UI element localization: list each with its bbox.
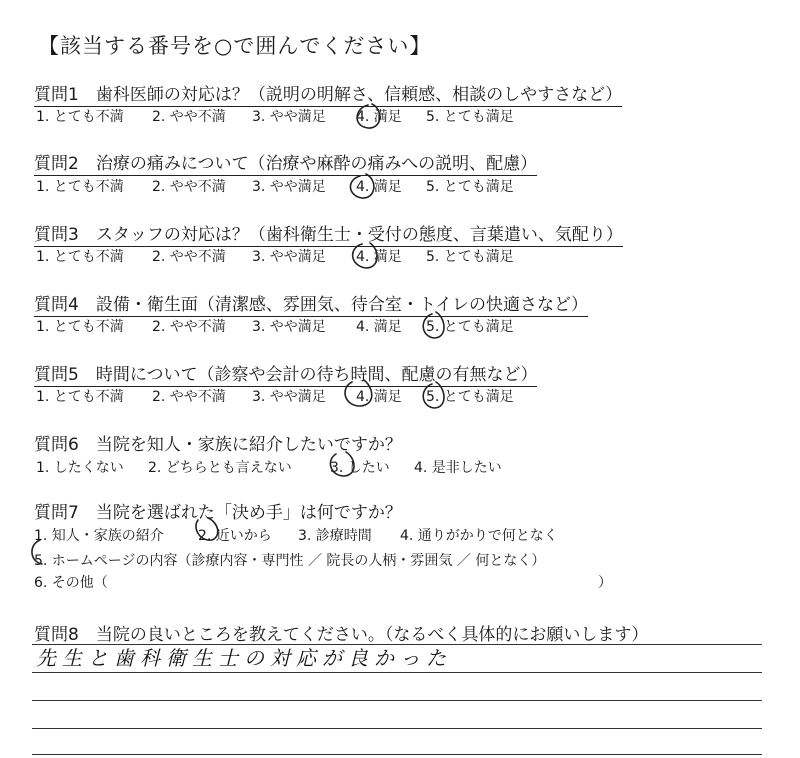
question-8-title: 質問8 当院の良いところを教えてください。（なるべく具体的にお願いします） xyxy=(34,625,649,645)
q7-option-2: 2. 近いから xyxy=(198,528,272,544)
q1-option-1: 1. とても不満 xyxy=(36,109,124,125)
q5-option-5: 5. とても満足 xyxy=(426,389,514,405)
q6-option-1: 1. したくない xyxy=(36,460,124,476)
question-2-title: 質問2 治療の痛みについて（治療や麻酔の痛みへの説明、配慮） xyxy=(34,149,537,176)
survey-title: 【該当する番号を○で囲んでください】 xyxy=(38,34,432,58)
q3-option-5: 5. とても満足 xyxy=(426,249,514,265)
question-1-title: 質問1 歯科医師の対応は？（説明の明解さ、信頼感、相談のしやすさなど） xyxy=(34,80,622,107)
handwritten-answer: 先生と歯科衛生士の対応が良かった xyxy=(36,646,452,670)
q4-option-4: 4. 満足 xyxy=(356,319,402,335)
q7-option-5: 5. ホームページの内容（診療内容・専門性 ／ 院長の人柄・雰囲気 ／ 何となく） xyxy=(34,553,546,569)
q6-option-3: 3. したい xyxy=(330,460,390,476)
q4-option-2: 2. やや不満 xyxy=(152,319,226,335)
q5-option-1: 1. とても不満 xyxy=(36,389,124,405)
q5-option-4: 4. 満足 xyxy=(356,389,402,405)
q4-option-5: 5. とても満足 xyxy=(426,319,514,335)
q7-option-6: 6. その他（ xyxy=(34,575,108,591)
q3-option-3: 3. やや満足 xyxy=(252,249,326,265)
question-6-title: 質問6 当院を知人・家族に紹介したいですか？ xyxy=(34,435,402,455)
q6-option-2: 2. どちらとも言えない xyxy=(148,460,292,476)
answer-line-2 xyxy=(32,672,762,673)
answer-line-3 xyxy=(32,700,762,701)
q7-option-4: 4. 通りがかりで何となく xyxy=(400,528,558,544)
q7-option-1: 1. 知人・家族の紹介 xyxy=(34,528,164,544)
q2-option-4: 4. 満足 xyxy=(356,179,402,195)
question-3-title: 質問3 スタッフの対応は？（歯科衛生士・受付の態度、言葉遣い、気配り） xyxy=(34,220,623,247)
q1-option-3: 3. やや満足 xyxy=(252,109,326,125)
answer-line-5 xyxy=(32,754,762,755)
q2-option-3: 3. やや満足 xyxy=(252,179,326,195)
q7-option-6-close: ） xyxy=(598,575,612,591)
q2-option-2: 2. やや不満 xyxy=(152,179,226,195)
q1-option-5: 5. とても満足 xyxy=(426,109,514,125)
q7-option-3: 3. 診療時間 xyxy=(298,528,372,544)
q2-option-1: 1. とても不満 xyxy=(36,179,124,195)
answer-line-4 xyxy=(32,728,762,729)
question-5-title: 質問5 時間について（診察や会計の待ち時間、配慮の有無など） xyxy=(34,360,537,387)
q4-option-1: 1. とても不満 xyxy=(36,319,124,335)
q3-option-2: 2. やや不満 xyxy=(152,249,226,265)
question-7-title: 質問7 当院を選ばれた「決め手」は何ですか？ xyxy=(34,503,402,523)
q5-option-2: 2. やや不満 xyxy=(152,389,226,405)
q3-option-1: 1. とても不満 xyxy=(36,249,124,265)
q3-option-4: 4. 満足 xyxy=(356,249,402,265)
q1-option-2: 2. やや不満 xyxy=(152,109,226,125)
q2-option-5: 5. とても満足 xyxy=(426,179,514,195)
question-4-title: 質問4 設備・衛生面（清潔感、雰囲気、待合室・トイレの快適さなど） xyxy=(34,290,588,317)
q6-option-4: 4. 是非したい xyxy=(414,460,502,476)
q5-option-3: 3. やや満足 xyxy=(252,389,326,405)
q1-option-4: 4. 満足 xyxy=(356,109,402,125)
q4-option-3: 3. やや満足 xyxy=(252,319,326,335)
